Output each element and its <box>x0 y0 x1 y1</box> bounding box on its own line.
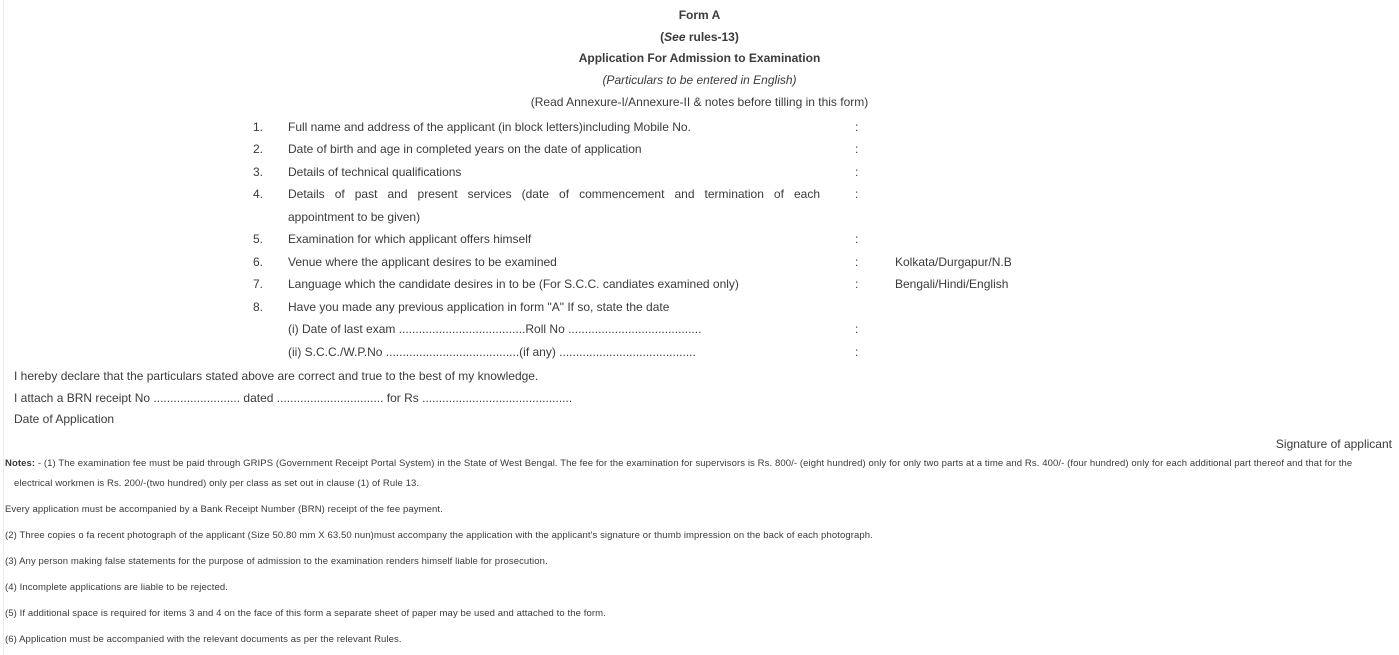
note-1-text: - (1) The examination fee must be paid through GRIPS (Government Receipt Portal System) in the State of West Bengal. The fee for the examination for supervisors is Rs. 800/- (eight hundred) only for only two parts at a time and Rs. 400/- (four hundred) only for each additional part thereof and that for the <box>35 457 1353 469</box>
subitem-row-i <box>0 318 1399 341</box>
item-colon: : <box>855 254 859 269</box>
item-row-3 <box>0 161 1399 184</box>
notes-label: Notes: <box>5 457 36 469</box>
item-value <box>895 296 1399 319</box>
subitem-text-scc-wp-no: (ii) S.C.C./W.P.No ........................................(if any) ......................................... <box>288 344 696 359</box>
declaration-statement: I hereby declare that the particulars stated above are correct and true to the best of my knowledge. <box>14 369 539 384</box>
item-number: 3. <box>253 164 264 179</box>
item-colon: : <box>855 232 859 247</box>
item-text: Have you made any previous application in form "A" If so, state the date <box>288 299 670 314</box>
item-text: Full name and address of the applicant (in block letters)including Mobile No. <box>288 119 691 134</box>
item-colon <box>820 296 895 319</box>
item-row-7 <box>0 273 1399 296</box>
item-colon: : <box>855 277 859 292</box>
item-value: Bengali/Hindi/English <box>895 277 1009 292</box>
item-number: 1. <box>253 119 264 134</box>
particulars-note: (Particulars to be entered in English) <box>602 73 797 88</box>
item-value <box>895 116 1399 139</box>
item-value: Kolkata/Durgapur/N.B <box>895 254 1012 269</box>
note-6: (6) Application must be accompanied with the relevant documents as per the relevant Rules. <box>5 633 402 645</box>
item-colon: : <box>855 187 859 202</box>
item-text: Examination for which applicant offers himself <box>288 232 532 247</box>
note-brn-requirement: Every application must be accompanied by a Bank Receipt Number (BRN) receipt of the fee payment. <box>5 503 443 515</box>
item-number: 6. <box>253 254 264 269</box>
form-title: Form A <box>678 8 721 22</box>
item-text: Date of birth and age in completed years on the date of application <box>288 142 642 157</box>
date-of-application-label: Date of Application <box>14 412 115 427</box>
rules-open: ( <box>660 29 665 44</box>
item-value <box>895 138 1399 161</box>
item-text: Details of technical qualifications <box>288 164 462 179</box>
signature-label: Signature of applicant <box>1275 436 1392 451</box>
subitem-text-date-of-last-exam: (i) Date of last exam ......................................Roll No ........................................ <box>288 322 702 337</box>
item-row-1 <box>0 116 1399 139</box>
item-text-line2: appointment to be given) <box>288 209 421 224</box>
item-row-5 <box>0 228 1399 251</box>
item-row-6 <box>0 251 1399 274</box>
item-text: Venue where the applicant desires to be examined <box>288 254 557 269</box>
note-2: (2) Three copies o fa recent photograph of the applicant (Size 50.80 mm X 63.50 nun)must accompany the application with the applicant's signature or thumb impression on the back of each photograph. <box>5 529 873 541</box>
form-rules-reference <box>0 27 1399 49</box>
item-colon: : <box>855 164 859 179</box>
notes-section <box>0 454 1399 650</box>
note-1-line-1 <box>5 454 1399 474</box>
item-number: 2. <box>253 142 264 157</box>
item-row-2 <box>0 138 1399 161</box>
brn-receipt-line: I attach a BRN receipt No .......................... dated ................................ for Rs ............................................. <box>14 390 573 405</box>
item-row-4 <box>0 183 1399 228</box>
item-value <box>895 183 1399 228</box>
item-value <box>895 228 1399 251</box>
note-5: (5) If additional space is required for items 3 and 4 on the face of this form a separate sheet of paper may be used and attached to the form. <box>5 607 606 619</box>
item-number: 7. <box>253 277 264 292</box>
note-4: (4) Incomplete applications are liable to be rejected. <box>5 581 228 593</box>
item-number: 4. <box>253 187 264 202</box>
subitem-colon: : <box>855 344 859 359</box>
declaration-section <box>0 366 1399 431</box>
note-1-line-2: electrical workmen is Rs. 200/-(two hundred) only per class as set out in clause (1) of Rule 13. <box>14 477 420 489</box>
page-left-edge <box>3 0 4 655</box>
item-text-line1: Details of past and present services (date of commencement and termination of each <box>288 187 820 202</box>
item-row-8 <box>0 296 1399 319</box>
annexure-note: (Read Annexure-I/Annexure-II & notes before tilling in this form) <box>530 94 869 109</box>
subitem-row-ii <box>0 341 1399 364</box>
form-header <box>0 0 1399 114</box>
form-items <box>0 116 1399 364</box>
rules-see: See <box>664 29 686 44</box>
item-text: Language which the candidate desires in to be (For S.C.C. candiates examined only) <box>288 277 739 292</box>
item-text <box>288 183 820 228</box>
item-colon: : <box>855 142 859 157</box>
item-colon: : <box>855 119 859 134</box>
item-number: 8. <box>253 299 264 314</box>
item-number: 5. <box>253 232 264 247</box>
subitem-colon: : <box>855 322 859 337</box>
note-3: (3) Any person making false statements for the purpose of admission to the examination renders himself liable for prosecution. <box>5 555 548 567</box>
form-heading: Application For Admission to Examination <box>578 51 821 66</box>
rules-rest: rules-13) <box>685 29 739 44</box>
item-value <box>895 161 1399 184</box>
